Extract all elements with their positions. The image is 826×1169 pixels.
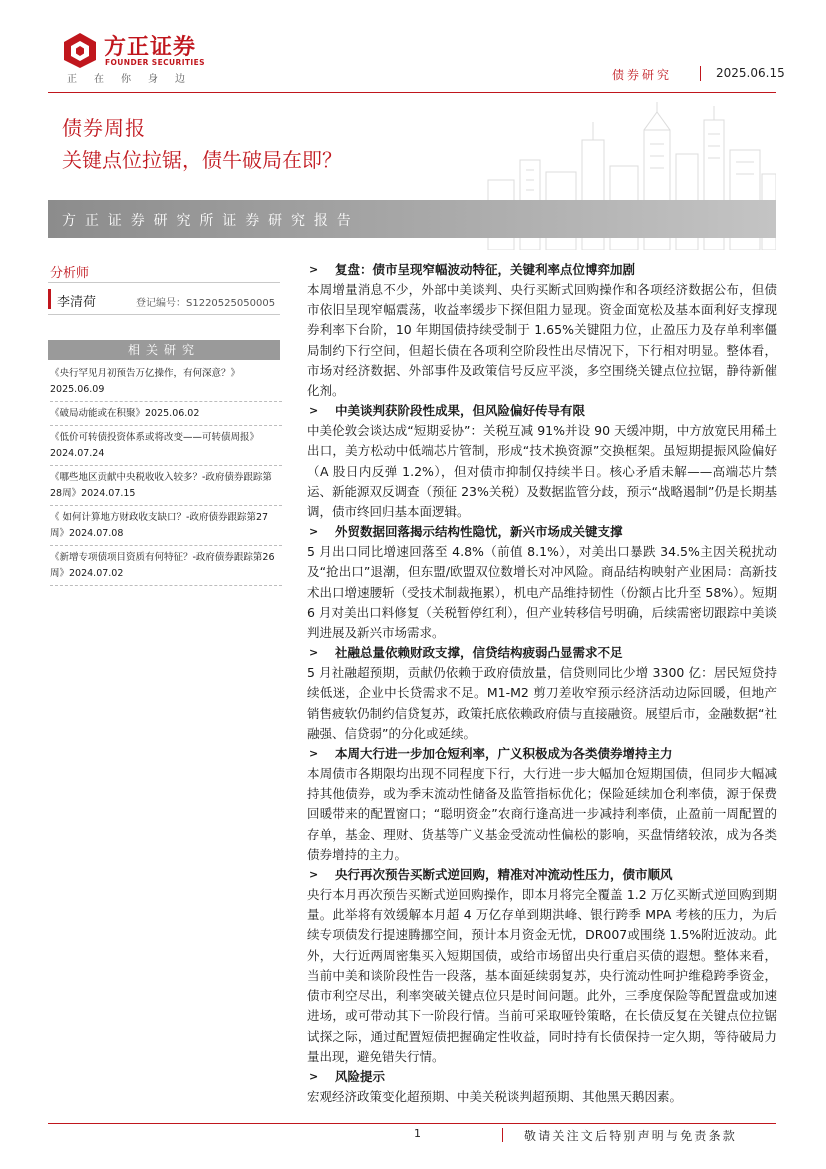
related-research-item[interactable]: 《破局动能或在积聚》2025.06.02: [50, 402, 282, 426]
report-date: 2025.06.15: [716, 66, 785, 80]
section-body: 宏观经济政策变化超预期、中美关税谈判超预期、其他黑天鹅因素。: [307, 1088, 683, 1104]
arrow-bullet-icon: >: [309, 263, 319, 276]
founder-logo-icon: [60, 30, 100, 70]
section-heading-text: 外贸数据回落揭示结构性隐忧，新兴市场成关键支撑: [335, 524, 623, 540]
section-heading: [307, 865, 777, 885]
arrow-bullet-icon: >: [309, 646, 319, 660]
analyst-registration: 登记编号：S1220525050005: [136, 298, 276, 309]
section-heading: [307, 401, 777, 421]
header-divider: [700, 66, 701, 81]
company-name-cn: 方正证券: [104, 35, 197, 60]
analyst-divider-bottom: [48, 314, 280, 315]
section-heading-text: 中美谈判获阶段性成果，但风险偏好传导有限: [335, 403, 586, 419]
arrow-bullet-icon: >: [309, 404, 319, 418]
related-research-item[interactable]: 《 如何计算地方财政收支缺口？-政府债券跟踪第27周》2024.07.08: [50, 506, 282, 546]
analyst-heading: 分析师: [50, 266, 90, 281]
disclaimer-note: 敬请关注文后特别声明与免责条款: [524, 1129, 738, 1143]
arrow-bullet-icon: >: [309, 1069, 319, 1083]
related-research-item[interactable]: 《低价可转债投资体系或将改变——可转债周报》2024.07.24: [50, 426, 282, 466]
report-category: 债券研究: [612, 68, 673, 82]
section-heading-text: 复盘：债市呈现窄幅波动特征，关键利率点位博弈加剧: [335, 262, 636, 277]
analyst-accent-bar: [48, 289, 51, 309]
section-body: 中美伦敦会谈达成“短期妥协”：关税互减 91%并设 90 天缓冲期，中方放宽民用稀土出口，美方松动中低端芯片管制，形成“技术换资源”交换框架。虽短期提振风险偏好（A 股日内反弹 1.2%），但对债市抑制仅持续半日。核心矛盾未解——高端芯片禁运、新能源双反调查（预征 23%关税）及数据监管分歧，预示“战略遏制”仍是长期基调，债市终回归基本面逻辑。: [307, 423, 777, 520]
report-type: 债券周报: [62, 116, 146, 140]
related-research-item[interactable]: 《哪些地区贡献中央税收收入较多？-政府债券跟踪第28周》2024.07.15: [50, 466, 282, 506]
analyst-name: 李清荷: [57, 295, 97, 310]
footer-divider: [502, 1128, 503, 1142]
section-body: 本周债市各期限均出现不同程度下行，大行进一步大幅加仓短期国债，但同步大幅减持其他债券，或为季末流动性储备及监管指标优化；保险延续加仓利率债，源于保费回暖带来的配置窗口；“聪明资金”农商行逢高进一步减持利率债，止盈前一周配置的存单，基金、理财、货基等广义基金受流动性偏松的影响，买盘情绪较浓，成为各类债券增持的主力。: [307, 766, 777, 862]
slogan: 正在你身边: [67, 74, 202, 85]
section-heading-text: 社融总量依赖财政支撑，信贷结构疲弱凸显需求不足: [335, 645, 623, 661]
company-name-en: FOUNDER SECURITIES: [105, 58, 205, 67]
section-heading-text: 本周大行进一步加仓短利率，广义积极成为各类债券增持主力: [335, 746, 673, 762]
section-heading: [307, 1067, 777, 1087]
report-title: 关键点位拉锯，债牛破局在即？: [62, 148, 342, 172]
arrow-bullet-icon: >: [309, 868, 319, 882]
arrow-bullet-icon: >: [309, 747, 319, 761]
footer-rule: [48, 1123, 776, 1124]
section-heading: [307, 643, 777, 663]
report-body: [307, 260, 777, 1107]
section-body: 5 月社融超预期，贡献仍依赖于政府债放量，信贷则同比少增 3300 亿：居民短贷持续低迷，企业中长贷需求不足。M1-M2 剪刀差收窄预示经济活动边际回暖，但地产销售疲软仍制约信贷复苏，政策托底依赖政府债与直接融资。展望后市，金融数据“社融强、信贷弱”的分化或延续。: [307, 665, 777, 741]
related-research-list: [50, 362, 282, 586]
arrow-bullet-icon: >: [309, 525, 319, 539]
section-heading-text: 央行再次预告买断式逆回购，精准对冲流动性压力，债市顺风: [335, 867, 673, 883]
section-body: 5 月出口同比增速回落至 4.8%（前值 8.1%），对美出口暴跌 34.5%主因关税扰动及“抢出口”退潮，但东盟/欧盟双位数增长对冲风险。商品结构映射产业困局：高新技术出口增速腰斩（受技术制裁拖累），机电产品维持韧性（份额占比升至 58%）。短期 6 月对美出口料修复（关税暂停红利），但产业转移信号明确，后续需密切跟踪中美谈判进展及新兴市场需求。: [307, 544, 777, 641]
related-research-item[interactable]: 《央行罕见月初预告万亿操作，有何深意？》2025.06.09: [50, 362, 282, 402]
header-rule: [48, 92, 776, 93]
institute-name: 方正证券研究所证券研究报告: [62, 213, 360, 229]
section-heading-text: 风险提示: [335, 1068, 386, 1084]
section-heading: [307, 260, 777, 280]
page-number: 1: [414, 1127, 421, 1140]
related-research-item[interactable]: 《新增专项债项目资质有何特征？-政府债券跟踪第26周》2024.07.02: [50, 546, 282, 586]
section-heading: [307, 522, 777, 542]
section-heading: [307, 744, 777, 764]
section-body: 央行本月再次预告买断式逆回购操作，即本月将完全覆盖 1.2 万亿买断式逆回购到期量。此举将有效缓解本月超 4 万亿存单到期洪峰、银行跨季 MPA 考核的压力，为后续专项债发行提速腾挪空间，预计本月资金无忧，DR007或围绕 1.5%附近波动。此外，大行近两周密集买入短期国债，或给市场留出央行重启买债的遐想。整体来看，当前中美和谈阶段性告一段落，基本面延续弱复苏，央行流动性呵护维稳跨季资金，债市利空尽出，利率突破关键点位只是时间问题。此外，三季度保险等配置盘或加速进场，或可带动其下一阶段行情。当前可采取哑铃策略，在长债反复在关键点位拉锯试探之际，通过配置短债把握确定性收益，同时持有长债保持一定久期，等待破局力量出现，避免错失行情。: [307, 887, 777, 1064]
analyst-divider: [48, 282, 280, 283]
related-research-heading: 相关研究: [48, 340, 280, 360]
section-body: 本周增量消息不少，外部中美谈判、央行买断式回购操作和各项经济数据公布，但债市依旧呈现窄幅震荡，收益率缓步下探但阻力显现。资金面宽松及基本面利好支撑现券利率下台阶，10 年期国债持续受制于 1.65%关键阻力位，止盈压力及存单利率僵局制约下行空间，但超长债在各项利空阶段性出尽情况下，下行相对明显。整体看，市场对经济数据、外部事件及政策信号反应平淡，多空围绕关键点位拉锯，静待新催化剂。: [307, 282, 777, 399]
